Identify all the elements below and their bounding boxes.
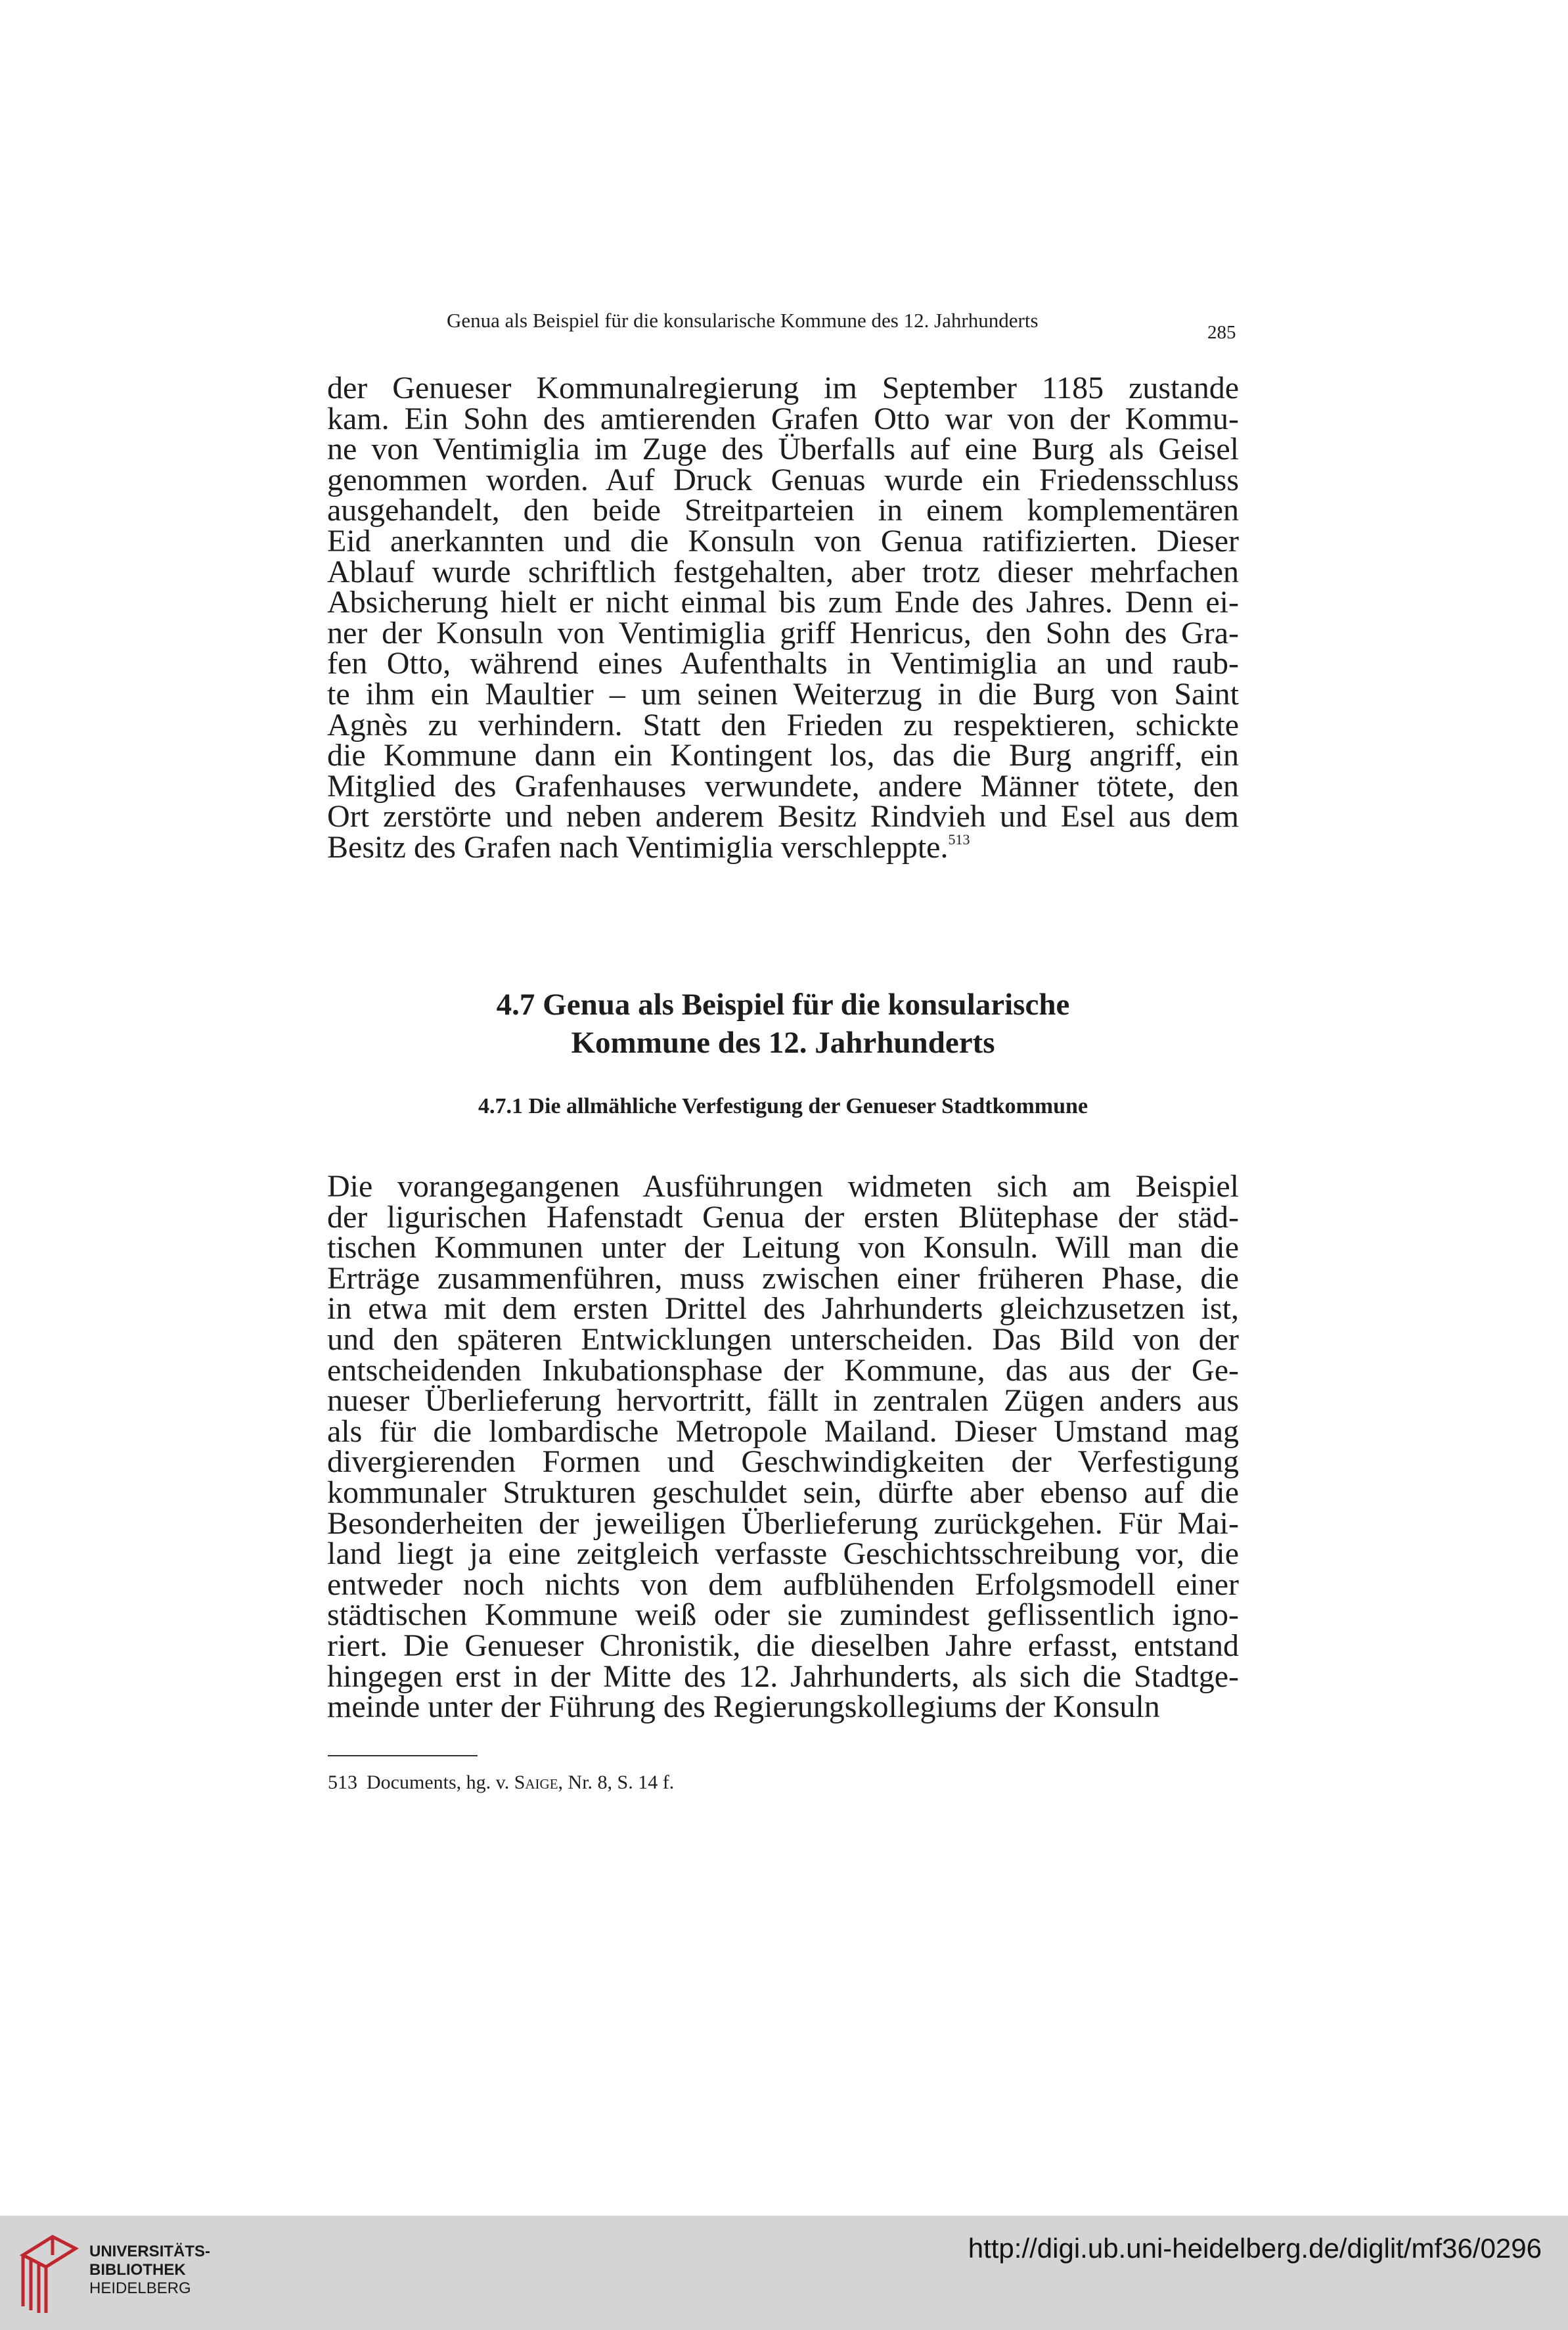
text-line: land liegt ja eine zeitgleich verfasste Geschichtsschreibung vor, die	[327, 1536, 1239, 1572]
text-line: und den späteren Entwicklungen unterscheiden. Das Bild von der	[327, 1321, 1239, 1357]
library-name-line-1: UNIVERSITÄTS-	[89, 2243, 211, 2260]
library-name-line-3: HEIDELBERG	[89, 2279, 191, 2297]
library-name	[89, 2243, 210, 2298]
library-name-line-2: BIBLIOTHEK	[89, 2261, 186, 2279]
text-line: Agnès zu verhindern. Statt den Frieden zu respektieren, schickte	[327, 707, 1239, 742]
text-line: als für die lombardische Metropole Mailand. Dieser Umstand mag	[327, 1413, 1239, 1449]
text-line: te ihm ein Maultier – um seinen Weiterzug in die Burg von Saint	[327, 676, 1239, 712]
text-line: ner der Konsuln von Ventimiglia griff Henricus, den Sohn des Gra-	[327, 615, 1239, 651]
footnote-text-before: Documents, hg. v.	[367, 1771, 510, 1793]
text-line: meinde unter der Führung des Regierungskollegiums der Konsuln	[327, 1689, 1160, 1725]
text-line: in etwa mit dem ersten Drittel des Jahrhunderts gleichzusetzen ist,	[327, 1291, 1239, 1327]
text-line: Besonderheiten der jeweiligen Überlieferung zurückgehen. Für Mai-	[327, 1505, 1239, 1541]
page-number: 285	[1207, 322, 1236, 343]
paragraph-continued	[327, 373, 1239, 863]
text-line: der Genueser Kommunalregierung im September 1185 zustande	[327, 371, 1239, 405]
text-line: entscheidenden Inkubationsphase der Kommune, das aus der Ge-	[327, 1352, 1239, 1388]
footnote-separator	[328, 1755, 478, 1756]
footnote-reference[interactable]: 513	[948, 831, 970, 848]
text-line: Ablauf wurde schriftlich festgehalten, aber trotz dieser mehrfachen	[327, 554, 1239, 589]
text-line: kommunaler Strukturen geschuldet sein, dürfte aber ebenso auf die	[327, 1474, 1239, 1510]
text-line: Ort zerstörte und neben anderem Besitz Rindvieh und Esel aus dem	[327, 799, 1239, 834]
footnote-author: Saige	[514, 1771, 558, 1793]
paragraph-section-intro	[327, 1169, 1239, 1725]
footnote-text-after: , Nr. 8, S. 14 f.	[558, 1771, 675, 1793]
text-line: Die vorangegangenen Ausführungen widmeten sich am Beispiel	[327, 1169, 1239, 1204]
text-line: ausgehandelt, den beide Streitparteien in einem komplementären	[327, 493, 1239, 528]
text-line: entweder noch nichts von dem aufblühenden Erfolgsmodell einer	[327, 1566, 1239, 1602]
text-line: städtischen Kommune weiß oder sie zumindest geflissentlich igno-	[327, 1597, 1239, 1633]
document-url-link[interactable]: http://digi.ub.uni-heidelberg.de/diglit/mf36/0296	[968, 2233, 1542, 2264]
text-line: die Kommune dann ein Kontingent los, das die Burg angriff, ein	[327, 738, 1239, 773]
text-line: Absicherung hielt er nicht einmal bis zum Ende des Jahres. Denn ei-	[327, 585, 1239, 620]
text-line: riert. Die Genueser Chronistik, die dieselben Jahre erfasst, entstand	[327, 1628, 1239, 1663]
running-head: Genua als Beispiel für die konsularische Kommune des 12. Jahrhunderts	[447, 309, 1039, 332]
section-heading-line-1: 4.7 Genua als Beispiel für die konsularische	[496, 988, 1070, 1022]
subsection-heading: 4.7.1 Die allmähliche Verfestigung der Genueser Stadtkommune	[478, 1094, 1088, 1118]
footnote-number: 513	[328, 1771, 357, 1793]
text-line: der ligurischen Hafenstadt Genua der ersten Blütephase der städ-	[327, 1199, 1239, 1235]
section-heading-line-2: Kommune des 12. Jahrhunderts	[571, 1026, 995, 1060]
text-line: tischen Kommunen unter der Leitung von Konsuln. Will man die	[327, 1230, 1239, 1266]
text-line: hingegen erst in der Mitte des 12. Jahrhunderts, als sich die Stadtge-	[327, 1658, 1239, 1694]
text-line: Eid anerkannten und die Konsuln von Genua ratifizierten. Dieser	[327, 523, 1239, 559]
text-line: ne von Ventimiglia im Zuge des Überfalls auf eine Burg als Geisel	[327, 432, 1239, 467]
text-line: nueser Überlieferung hervortritt, fällt in zentralen Zügen anders aus	[327, 1383, 1239, 1419]
text-line: fen Otto, während eines Aufenthalts in Ventimiglia an und raub-	[327, 646, 1239, 681]
text-line: divergierenden Formen und Geschwindigkeiten der Verfestigung	[327, 1444, 1239, 1480]
section-heading	[327, 986, 1239, 1062]
text-line: Mitglied des Grafenhauses verwundete, andere Männer tötete, den	[327, 768, 1239, 804]
footnote-513	[328, 1771, 674, 1794]
text-line	[327, 829, 1239, 865]
library-logo-icon	[16, 2229, 82, 2314]
text-line: Erträge zusammenführen, muss zwischen einer früheren Phase, die	[327, 1260, 1239, 1296]
text-line-content: Besitz des Grafen nach Ventimiglia verschleppte.	[327, 829, 949, 865]
text-line: genommen worden. Auf Druck Genuas wurde ein Friedensschluss	[327, 462, 1239, 497]
text-line: kam. Ein Sohn des amtierenden Grafen Otto war von der Kommu-	[327, 401, 1239, 436]
